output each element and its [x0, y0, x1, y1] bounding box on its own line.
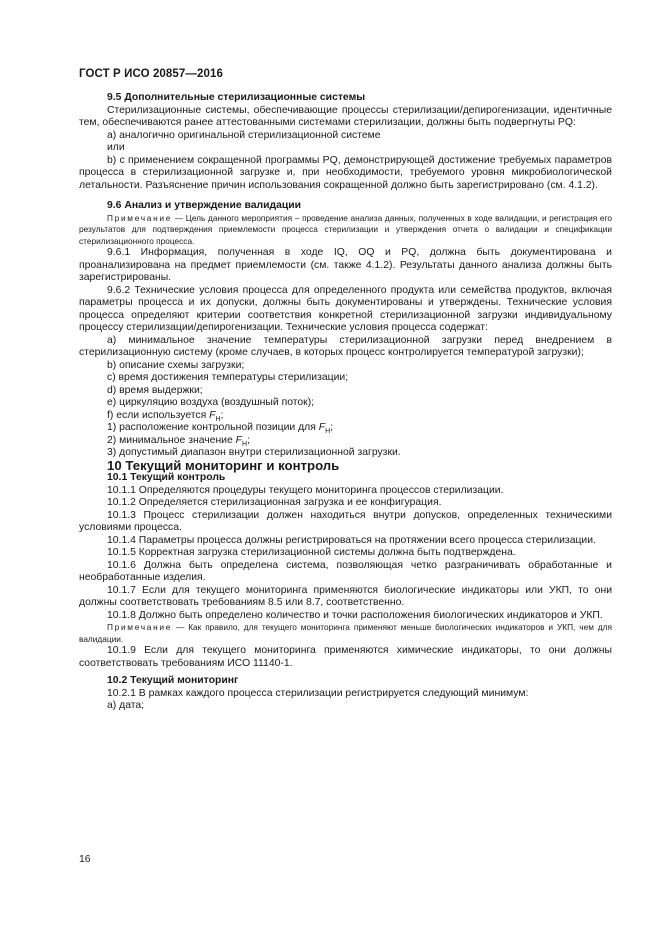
- list-item-b: b) с применением сокращенной программы PQ, демонстрирующей достижение требуемых параметров процесса в стерилизационной загрузке и, при необходимости, требуемого уровня микробиологической летальности. Разъяснение причин использования сокращенной должно быть зарегистрировано (см. 4.1.2).: [79, 154, 612, 191]
- paragraph-9-6-2: 9.6.2 Технические условия процесса для определенного продукта или семейства продуктов, включая параметры процесса и их допуски, должны быть документированы и утверждены. Технические условия процесса определяют критерии соответствия конкретной стерилизационной загрузки индивидуальному процессу стерилизации/депирогенизации. Технические условия процесса содержат:: [79, 284, 612, 333]
- paragraph-10-1-2: 10.1.2 Определяется стерилизационная загрузка и ее конфигурация.: [107, 497, 442, 508]
- note-label: Примечание: [107, 622, 173, 632]
- spec-subitem-3: 3) допустимый диапазон внутри стерилизационной загрузки.: [107, 447, 401, 458]
- list-connector-or: или: [107, 142, 125, 153]
- paragraph-9-6-1: 9.6.1 Информация, полученная в ходе IQ, OQ и PQ, должна быть документирована и проанализирована на предмет приемлемости (см. также 4.1.2). Результаты данного анализа должны быть зарегистрированы.: [79, 247, 612, 283]
- section-9-5-paragraph: Стерилизационные системы, обеспечивающие процессы стерилизации/депирогенизации, идентичные тем, обеспечиваются ранее аттестованными системами стерилизации, должны быть подвергнуты PQ:: [79, 104, 612, 128]
- note-text: — Цель данного мероприятия – проведение анализа данных, полученных в ходе валидации, и регистрация его результатов для подтверждения приемлемости процесса стерилизации и утверждения отчета о валидации и спецификации стерилизационного процесса.: [79, 212, 612, 246]
- section-9-6-heading: 9.6 Анализ и утверждение валидации: [107, 200, 302, 211]
- note-label: Примечание: [107, 212, 173, 223]
- section-10-1-heading: 10.1 Текущий контроль: [107, 472, 226, 483]
- spec-item-a: а) минимальное значение температуры стерилизационной загрузки перед внедрением в стерилизационную систему (кроме случаев, в которых процесс контролируется температурой загрузки);: [79, 334, 612, 358]
- standard-header: ГОСТ Р ИСО 20857—2016: [79, 68, 224, 80]
- paragraph-10-1-8: 10.1.8 Должно быть определено количество и точки расположения биологических индикаторов и УКП.: [107, 609, 603, 621]
- monitoring-item-a: а) дата;: [107, 700, 145, 711]
- paragraph-10-1-5: 10.1.5 Корректная загрузка стерилизационной системы должна быть подтверждена.: [107, 547, 516, 558]
- note-text: — Как правило, для текущего мониторинга применяют меньше биологических индикаторов и УКП, чем для валидации.: [79, 622, 612, 644]
- paragraph-10-1-1: 10.1.1 Определяются процедуры текущего мониторинга процессов стерилизации.: [107, 484, 504, 496]
- paragraph-10-1-4: 10.1.4 Параметры процесса должны регистрироваться на протяжении всего процесса стерилизации.: [107, 534, 596, 546]
- document-body: [79, 92, 612, 713]
- spec-subitem-1: 1) расположение контрольной позиции для $F_H$;: [107, 422, 334, 436]
- spec-item-c: c) время достижения температуры стерилизации;: [107, 372, 349, 383]
- section-9-5-heading: 9.5 Дополнительные стерилизационные системы: [107, 92, 366, 103]
- paragraph-10-1-9: 10.1.9 Если для текущего мониторинга применяются химические индикаторы, то они должны соответствовать требованиям ИСО 11140-1.: [79, 645, 612, 669]
- list-item-a: а) аналогично оригинальной стерилизационной системе: [107, 129, 381, 141]
- spec-subitem-2: 2) минимальное значение $F_H$;: [107, 434, 250, 448]
- spec-item-f: f) если используется $F_H$;: [107, 409, 224, 423]
- note-9-6: [79, 213, 612, 248]
- section-10-2-heading: 10.2 Текущий мониторинг: [107, 675, 239, 686]
- spec-item-d: d) время выдержки;: [107, 384, 203, 396]
- note-10-1: [79, 622, 612, 645]
- page-number: 16: [79, 854, 91, 865]
- spec-item-b: b) описание схемы загрузки;: [107, 359, 245, 371]
- paragraph-10-1-3: 10.1.3 Процесс стерилизации должен находиться внутри допусков, определенных техническими условиями процесса.: [79, 509, 612, 533]
- paragraph-10-1-6: 10.1.6 Должна быть определена система, позволяющая четко разграничивать обработанные и необработанные изделия.: [79, 559, 612, 583]
- paragraph-10-1-7: 10.1.7 Если для текущего мониторинга применяются биологические индикаторы или УКП, то они должны соответствовать требованиям 8.5 или 8.7, соответственно.: [79, 584, 612, 608]
- paragraph-10-2-1: 10.2.1 В рамках каждого процесса стерилизации регистрируется следующий минимум:: [107, 687, 529, 699]
- section-10-heading: 10 Текущий мониторинг и контроль: [107, 457, 340, 473]
- spec-item-e: e) циркуляцию воздуха (воздушный поток);: [107, 397, 315, 408]
